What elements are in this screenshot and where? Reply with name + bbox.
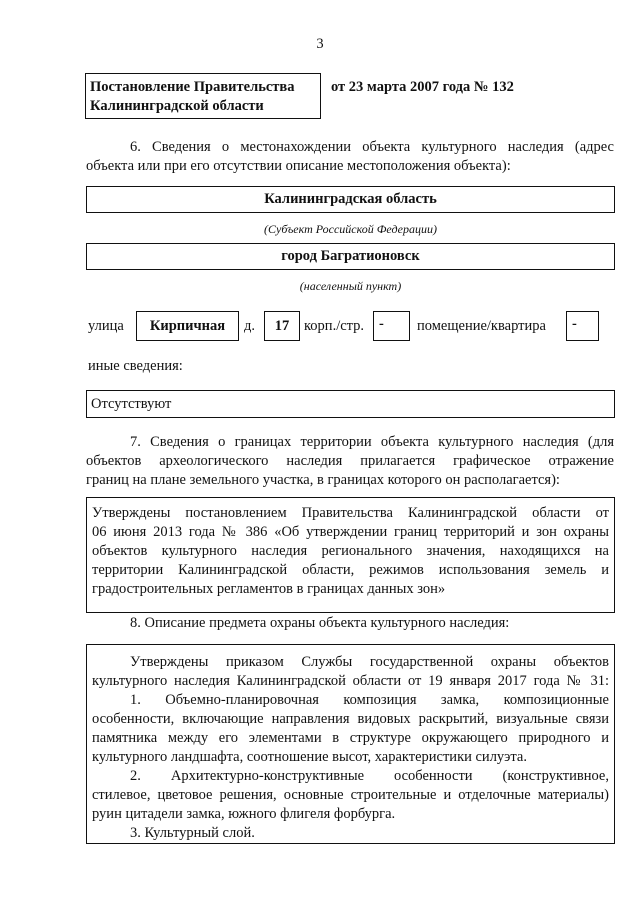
subject-value: Калининградская область	[264, 191, 437, 207]
other-info-label: иные сведения:	[88, 358, 183, 374]
section7-heading-line: 7. Сведения о границах территории объекта культурного наследия (для	[130, 434, 614, 450]
house-field	[264, 311, 300, 341]
subject-field	[86, 186, 615, 213]
apartment-label: помещение/квартира	[417, 318, 546, 334]
locality-value: город Багратионовск	[281, 248, 420, 264]
section8-content-line: особенности, включающие направления видовых раскрытий, визуальные связи	[92, 711, 609, 727]
building-value: -	[379, 316, 384, 332]
section8-content-line: 2. Архитектурно-конструктивные особенности (конструктивное,	[130, 768, 609, 784]
locality-caption: (населенный пункт)	[299, 279, 402, 293]
section8-content-line: 1. Объемно-планировочная композиция замка, композиционные	[130, 692, 609, 708]
street-value: Кирпичная	[149, 318, 226, 334]
section8-content-line: 3. Культурный слой.	[130, 825, 255, 841]
section8-content	[92, 653, 609, 843]
building-field	[373, 311, 410, 341]
other-info-value: Отсутствуют	[91, 396, 172, 412]
house-value: 17	[274, 318, 290, 334]
locality-field	[86, 243, 615, 270]
resolution-title-line1: Постановление Правительства	[90, 79, 295, 95]
section7-content-line: градостроительных регламентов в границах данных зон»	[92, 581, 446, 597]
street-label: улица	[88, 318, 124, 334]
building-label: корп./стр.	[304, 318, 365, 334]
subject-caption: (Субъект Российской Федерации)	[264, 222, 437, 236]
section6-heading	[86, 138, 614, 176]
resolution-title-box	[85, 73, 321, 119]
section8-content-line: культурного наследия Калининградской области от 19 января 2017 года № 31:	[92, 673, 609, 689]
section8-content-line: руин цитадели замка, южного флигеля форбурга.	[92, 806, 396, 822]
section7-content-line: Утверждены постановлением Правительства Калининградской области от	[92, 505, 609, 521]
section7-content-line: 06 июня 2013 года № 386 «Об утверждении границ территорий и зон охраны	[92, 524, 609, 540]
section8-heading: 8. Описание предмета охраны объекта культурного наследия:	[130, 615, 510, 631]
section7-heading	[86, 433, 614, 490]
section6-heading-line: 6. Сведения о местонахождении объекта культурного наследия (адрес	[130, 139, 614, 155]
street-field	[136, 311, 239, 341]
resolution-title-line2: Калининградской области	[90, 98, 264, 114]
section8-content-line: Утверждены приказом Службы государственной охраны объектов	[130, 654, 609, 670]
resolution-date-number: от 23 марта 2007 года № 132	[331, 79, 514, 95]
section6-heading-line: объекта или при его отсутствии описание местоположения объекта):	[86, 158, 511, 174]
section8-content-box	[86, 644, 615, 844]
page-number: 3	[316, 36, 324, 52]
section7-content-line: территории Калининградской области, режимов использования земель и	[92, 562, 609, 578]
section8-content-line: стилевое, цветовое решения, основные строительные и отделочные материалы)	[92, 787, 609, 803]
section7-heading-line: границ на плане земельного участка, в границах которого он располагается):	[86, 472, 560, 488]
section8-content-line: памятника между его элементами в структуре окружающего природного и	[92, 730, 609, 746]
section7-heading-line: объектов археологического наследия прилагается графическое отражение	[86, 453, 614, 469]
apartment-field	[566, 311, 599, 341]
other-info-field	[86, 390, 615, 418]
section7-content-box	[86, 497, 615, 613]
section7-content-line: объектов культурного наследия регионального значения, находящихся на	[92, 543, 609, 559]
section7-content	[92, 504, 609, 599]
apartment-value: -	[572, 316, 577, 332]
section8-content-line: культурного ландшафта, соотношение высот, характеристики силуэта.	[92, 749, 527, 765]
house-label: д.	[244, 318, 256, 334]
